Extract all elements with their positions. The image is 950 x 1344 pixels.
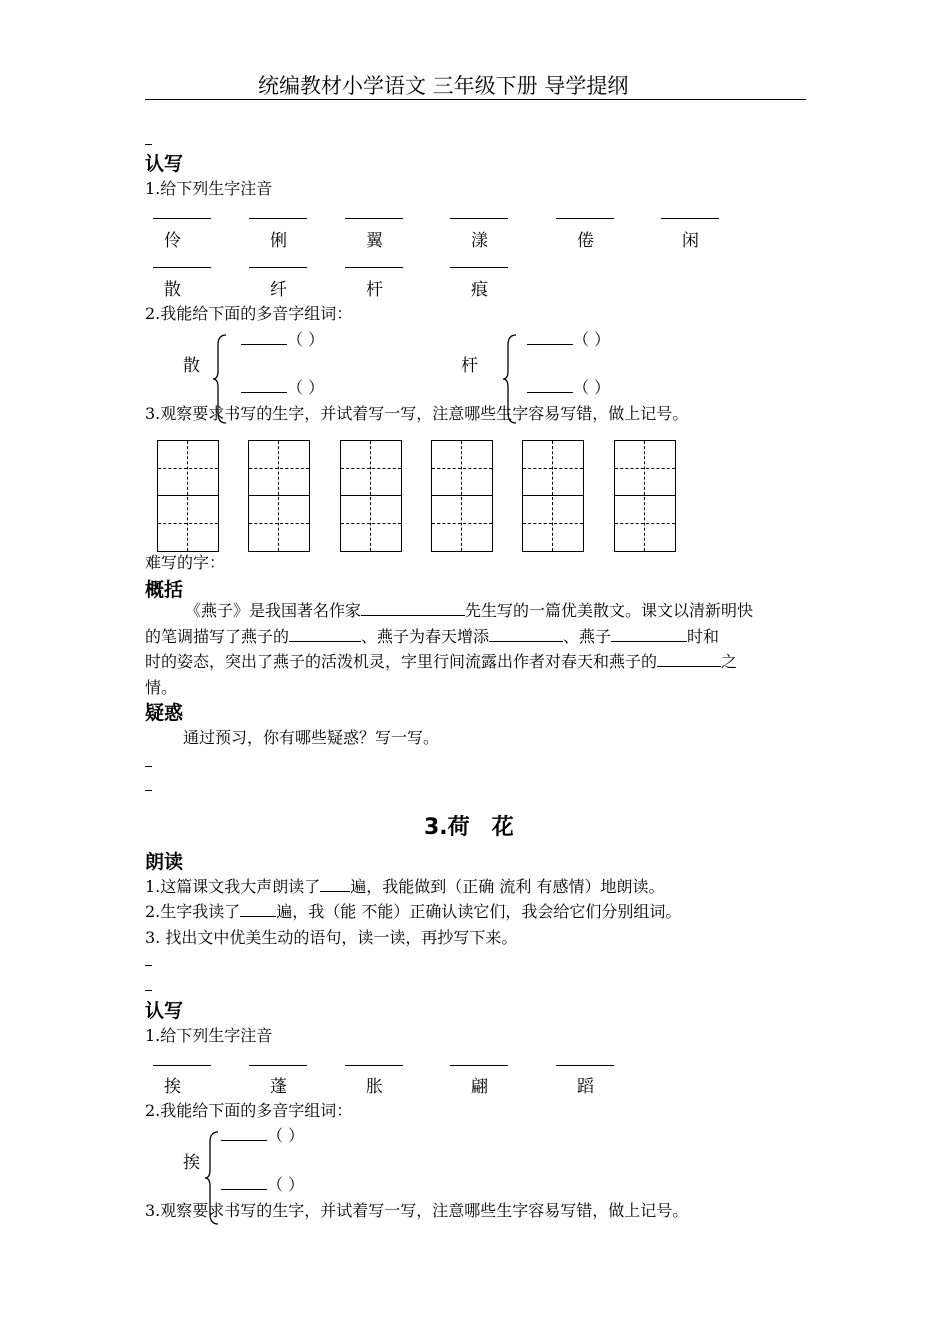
pinyin-blank[interactable] [556, 218, 614, 219]
writing-grid[interactable] [522, 440, 584, 552]
char-item: 闲 [682, 231, 699, 251]
pinyin-blank[interactable] [345, 267, 403, 268]
lesson-title: 3.荷 花 [424, 815, 514, 840]
read-item-2: 2.生字我读了 遍，我（能 不能）正确认读它们，我会给它们分别组词。 [145, 902, 682, 921]
char-item: 蓬 [270, 1077, 287, 1097]
pinyin-blank[interactable] [249, 1065, 307, 1066]
char-item: 伶 [164, 231, 181, 251]
writing-grid[interactable] [614, 440, 676, 552]
fill-blank[interactable] [320, 877, 350, 892]
header-rule [145, 99, 806, 100]
paren-slot: （ ） [573, 378, 611, 397]
word-blank[interactable] [527, 330, 573, 345]
read-item-1: 1.这篇课文我大声朗读了 遍，我能做到（正确 流利 有感情）地朗读。 [145, 877, 665, 896]
pinyin-blank[interactable] [450, 218, 508, 219]
paren-slot: （ ） [287, 378, 325, 397]
hard-chars-label: 难写的字： [145, 553, 226, 572]
question-3: 3.观察要求书写的生字，并试着写一写，注意哪些生字容易写错，做上记号。 [145, 1201, 689, 1220]
pinyin-blank[interactable] [345, 1065, 403, 1066]
writing-grid[interactable] [340, 440, 402, 552]
polyphone-char: 散 [183, 356, 200, 376]
fill-blank[interactable] [611, 627, 687, 642]
fill-blank[interactable] [289, 627, 361, 642]
char-item: 散 [164, 280, 181, 300]
word-blank-row[interactable] [241, 327, 324, 350]
question-3: 3.观察要求书写的生字，并试着写一写，注意哪些生字容易写错，做上记号。 [145, 404, 689, 423]
word-blank-row[interactable] [527, 375, 610, 398]
fill-blank[interactable] [657, 652, 721, 667]
stray-dash [145, 990, 152, 991]
pinyin-blank[interactable] [153, 1065, 211, 1066]
word-blank[interactable] [241, 330, 287, 345]
word-blank-row[interactable] [221, 1172, 304, 1195]
pinyin-blank[interactable] [345, 218, 403, 219]
word-blank[interactable] [221, 1175, 267, 1190]
fill-blank[interactable] [489, 627, 563, 642]
section-heading-doubt: 疑惑 [145, 702, 184, 724]
char-item: 翼 [366, 231, 383, 251]
char-item: 胀 [366, 1077, 383, 1097]
char-item: 挨 [164, 1077, 181, 1097]
pinyin-blank[interactable] [249, 218, 307, 219]
pinyin-blank[interactable] [556, 1065, 614, 1066]
pinyin-blank[interactable] [153, 218, 211, 219]
stray-dash [145, 766, 152, 767]
section-heading-read: 朗读 [145, 851, 184, 873]
stray-dash [145, 965, 152, 966]
writing-grid[interactable] [248, 440, 310, 552]
word-blank-row[interactable] [241, 375, 324, 398]
summary-paragraph: 《燕子》是我国著名作家 先生写的一篇优美散文。课文以清新明快 的笔调描写了燕子的 、燕子为春天增添 、燕子 时和 时的姿态，突出了燕子的活泼机灵，字里行间流露出作者对春天和燕子的 之 情。 [145, 601, 754, 697]
char-item: 痕 [471, 280, 488, 300]
paren-slot: （ ） [267, 1175, 305, 1194]
char-item: 俐 [270, 231, 287, 251]
stray-dash [145, 790, 152, 791]
writing-grid[interactable] [157, 440, 219, 552]
word-blank[interactable] [221, 1126, 267, 1141]
word-blank[interactable] [527, 378, 573, 393]
pinyin-blank[interactable] [153, 267, 211, 268]
section-heading-write: 认写 [145, 153, 184, 175]
fill-blank[interactable] [361, 601, 465, 616]
paren-slot: （ ） [573, 330, 611, 349]
pinyin-blank[interactable] [661, 218, 719, 219]
question-1: 1.给下列生字注音 [145, 1026, 273, 1045]
fill-blank[interactable] [240, 902, 276, 917]
paren-slot: （ ） [267, 1126, 305, 1145]
pinyin-blank[interactable] [450, 267, 508, 268]
polyphone-char: 杆 [461, 356, 478, 376]
word-blank-row[interactable] [221, 1123, 304, 1146]
char-item: 蹈 [577, 1077, 594, 1097]
read-item-3: 3. 找出文中优美生动的语句，读一读，再抄写下来。 [145, 928, 518, 947]
question-2: 2.我能给下面的多音字组词： [145, 304, 353, 323]
paren-slot: （ ） [287, 330, 325, 349]
char-item: 漾 [471, 231, 488, 251]
char-item: 翩 [471, 1077, 488, 1097]
section-heading-write: 认写 [145, 1000, 184, 1022]
pinyin-blank[interactable] [249, 267, 307, 268]
doubt-text: 通过预习，你有哪些疑惑？写一写。 [183, 728, 440, 747]
stray-dash [145, 144, 152, 145]
word-blank[interactable] [241, 378, 287, 393]
char-item: 纤 [270, 280, 287, 300]
writing-grid[interactable] [431, 440, 493, 552]
section-heading-summary: 概括 [145, 579, 184, 601]
question-1: 1.给下列生字注音 [145, 179, 273, 198]
pinyin-blank[interactable] [450, 1065, 508, 1066]
char-item: 倦 [577, 231, 594, 251]
polyphone-char: 挨 [183, 1153, 200, 1173]
char-item: 杆 [366, 280, 383, 300]
page-header-title: 统编教材小学语文 三年级下册 导学提纲 [258, 74, 629, 98]
word-blank-row[interactable] [527, 327, 610, 350]
question-2: 2.我能给下面的多音字组词： [145, 1101, 353, 1120]
